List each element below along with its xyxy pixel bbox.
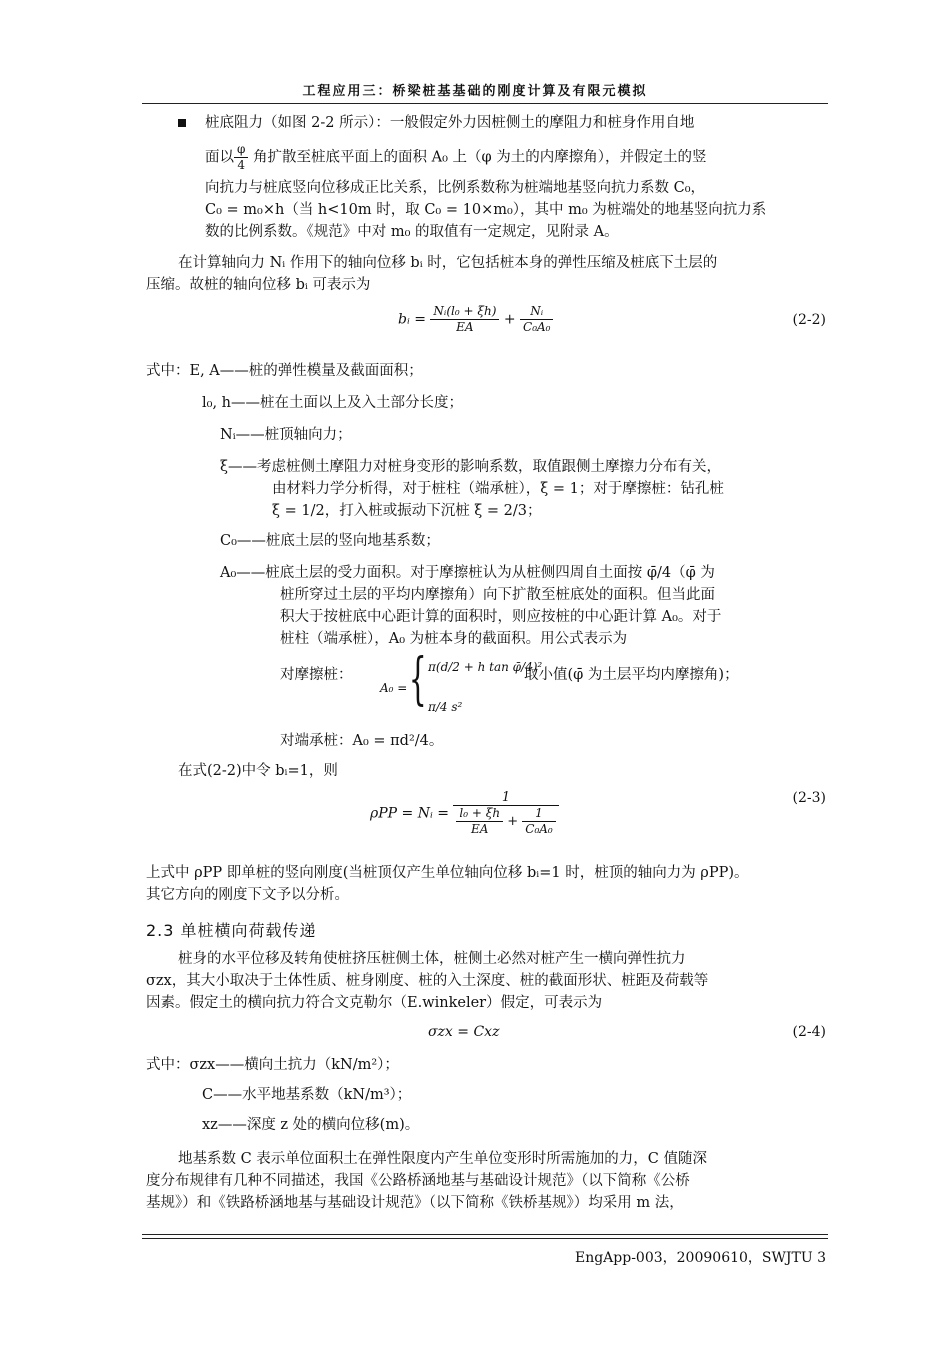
para3-line-2: 其它方向的刚度下文予以分析。	[146, 887, 349, 903]
eq22-lhs: bᵢ =	[398, 311, 426, 328]
eq22-frac2-den: C₀A₀	[523, 320, 551, 334]
def-A0-line-4: 桩柱（端承桩），A₀ 为桩本身的截面积。用公式表示为	[280, 631, 628, 647]
eq23-main-num: 1	[453, 790, 558, 806]
angle-fraction-den: 4	[237, 158, 246, 172]
page-footer: EngApp-003，20090610，SWJTU 3	[574, 1250, 826, 1266]
end-bearing-formula: 对端承桩：A₀ = πd²/4。	[280, 733, 444, 749]
para3-line-1: 上式中 ρPP 即单桩的竖向刚度(当桩顶仅产生单位轴向位移 bᵢ=1 时，桩顶的轴向力为 ρPP)。	[146, 865, 749, 881]
equation-2-3	[370, 790, 559, 837]
bullet-line-3: 向抗力与桩底竖向位移成正比关系，比例系数称为桩端地基竖向抗力系数 C₀，	[205, 180, 706, 196]
para4-line-3: 因素。假定土的横向抗力符合文克勒尔（E.winkeler）假定，可表示为	[146, 995, 603, 1011]
def-l0-h: l₀, h——桩在土面以上及入土部分长度；	[202, 395, 464, 411]
page-header-title: 工程应用三：桥梁桩基基础的刚度计算及有限元模拟	[302, 84, 648, 99]
eq23-den-frac2-num: 1	[522, 806, 555, 822]
eq22-frac2-num: Nᵢ	[520, 304, 553, 320]
eq23-main-frac	[453, 790, 558, 837]
def-E-A: 式中：E, A——桩的弹性模量及截面面积；	[146, 363, 423, 379]
bullet-line-2	[205, 142, 707, 173]
bullet-line-4: C₀ = m₀×h（当 h<10m 时，取 C₀ = 10×m₀），其中 m₀ 为桩端处的地基竖向抗力系	[205, 202, 767, 218]
friction-pile-label: 对摩擦桩：	[280, 667, 353, 683]
def-C0: C₀——桩底土层的竖向地基系数；	[220, 533, 440, 549]
def-xi-line-1: ξ——考虑桩侧土摩阻力对桩身变形的影响系数，取值跟侧土摩擦力分布有关，	[220, 459, 721, 475]
friction-case-top: π(d/2 + h tan φ̄/4)²	[428, 660, 543, 674]
equation-2-4-number: (2-4)	[792, 1024, 826, 1040]
bullet-line-1: 桩底阻力（如图 2-2 所示）：一般假定外力因桩侧土的摩阻力和桩身作用自地	[205, 115, 695, 131]
friction-a0-lhs: A₀ =	[380, 681, 408, 695]
header-rule	[142, 103, 828, 104]
eq23-den-frac1-num: l₀ + ξh	[456, 806, 503, 822]
eq22-frac2	[520, 304, 553, 335]
def-sigma-zx: 式中：σzx——横向土抗力（kN/m²）；	[146, 1057, 399, 1073]
footer-rule-1	[142, 1234, 828, 1235]
eq22-frac1-num: Nᵢ(l₀ + ξh)	[430, 304, 499, 320]
eq23-den-frac2	[522, 806, 555, 837]
para4-line-1: 桩身的水平位移及转角使桩挤压桩侧土体，桩侧土必然对桩产生一横向弹性抗力	[178, 951, 686, 967]
eq22-frac1	[430, 304, 499, 335]
para1-line-1: 在计算轴向力 Nᵢ 作用下的轴向位移 bᵢ 时，它包括桩本身的弹性压缩及桩底下土层的	[178, 255, 718, 271]
eq23-main-den	[453, 806, 558, 837]
bullet-line-2a: 面以	[205, 149, 234, 166]
eq23-den-frac2-den: C₀A₀	[525, 822, 553, 836]
angle-fraction	[234, 142, 248, 173]
para4-line-2: σzx，其大小取决于土体性质、桩身刚度、桩的入土深度、桩的截面形状、桩距及荷载等	[146, 973, 709, 989]
angle-fraction-num: φ	[234, 142, 248, 158]
friction-case-bottom: π/4 s²	[428, 700, 463, 714]
equation-2-2	[398, 304, 553, 335]
def-Ni: Nᵢ——桩顶轴向力；	[220, 427, 352, 443]
def-A0-line-3: 积大于按桩底中心距计算的面积时，则应按桩的中心距计算 A₀。对于	[280, 609, 722, 625]
para2: 在式(2-2)中令 bᵢ=1，则	[178, 763, 338, 779]
def-A0-line-1: A₀——桩底土层的受力面积。对于摩擦桩认为从桩侧四周自土面按 φ̄/4（φ̄ 为	[220, 565, 715, 581]
section-heading-2-3: 2.3 单桩横向荷载传递	[146, 921, 317, 940]
eq22-frac1-den: EA	[456, 320, 474, 334]
eq23-den-frac1	[456, 806, 503, 837]
eq23-lhs: ρPP = Nᵢ =	[370, 805, 449, 822]
equation-2-2-number: (2-2)	[792, 312, 826, 328]
para5-line-1: 地基系数 C 表示单位面积土在弹性限度内产生单位变形时所需施加的力，C 值随深	[178, 1151, 708, 1167]
para5-line-2: 度分布规律有几种不同描述，我国《公路桥涵地基与基础设计规范》（以下简称《公桥	[146, 1173, 690, 1189]
eq22-plus: +	[503, 311, 516, 328]
friction-note: 取小值(φ̄ 为土层平均内摩擦角)；	[524, 667, 739, 683]
bullet-line-2b: 角扩散至桩底平面上的面积 A₀ 上（φ 为土的内摩擦角），并假定土的竖	[248, 149, 707, 166]
piecewise-brace: {	[408, 647, 427, 712]
para5-line-3: 基规》）和《铁路桥涵地基与基础设计规范》（以下简称《铁桥基规》）均采用 m 法，	[146, 1195, 684, 1211]
equation-2-4: σzx = Cxz	[428, 1024, 500, 1040]
eq23-plus: +	[507, 814, 519, 829]
def-C: C——水平地基系数（kN/m³）；	[202, 1087, 412, 1103]
def-xi-line-2: 由材料力学分析得，对于桩柱（端承桩），ξ = 1；对于摩擦桩：钻孔桩	[272, 481, 724, 497]
bullet-square	[178, 119, 186, 127]
equation-2-3-number: (2-3)	[792, 790, 826, 806]
para1-line-2: 压缩。故桩的轴向位移 bᵢ 可表示为	[146, 277, 371, 293]
footer-rule-2	[142, 1238, 828, 1239]
def-A0-line-2: 桩所穿过土层的平均内摩擦角）向下扩散至桩底处的面积。但当此面	[280, 587, 715, 603]
def-xz: xz——深度 z 处的横向位移(m)。	[202, 1117, 420, 1133]
bullet-line-5: 数的比例系数。《规范》中对 m₀ 的取值有一定规定，见附录 A。	[205, 224, 619, 240]
eq23-den-frac1-den: EA	[471, 822, 489, 836]
def-xi-line-3: ξ = 1/2，打入桩或振动下沉桩 ξ = 2/3；	[272, 503, 542, 519]
